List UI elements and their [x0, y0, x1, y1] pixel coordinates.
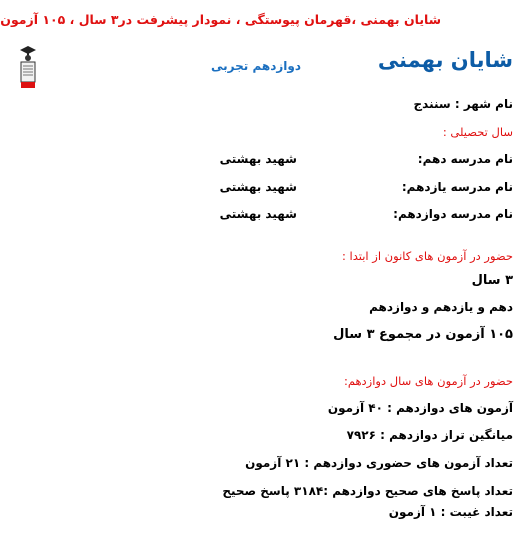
attendance-total: ۱۰۵ آزمون در مجموع ۳ سال — [333, 327, 513, 342]
school-10-label: نام مدرسه دهم: — [417, 152, 513, 166]
school-12-label: نام مدرسه دوازدهم: — [393, 207, 513, 221]
school-10-value: شهید بهشتی — [219, 152, 297, 166]
student-name: شایان بهمنی — [377, 48, 513, 72]
headline: شایان بهمنی ،قهرمان پیوستگی ، نمودار پیشرفت در۳ سال ، ۱۰۵ آزمون — [0, 12, 441, 27]
attendance-years: ۳ سال — [471, 273, 513, 288]
school-11-label: نام مدرسه یازدهم: — [401, 180, 513, 194]
grade-label: دوازدهم تجربی — [211, 59, 301, 73]
school-11-value: شهید بهشتی — [219, 180, 297, 194]
grade12-attended-count: تعداد آزمون های حضوری دوازدهم : ۲۱ آزمون — [245, 456, 513, 470]
city-line: نام شهر : سنندج — [413, 97, 513, 111]
school-12-value: شهید بهشتی — [219, 207, 297, 221]
study-years-heading: سال تحصیلی : — [442, 125, 513, 139]
grade12-exam-count: آزمون های دوازدهم : ۴۰ آزمون — [327, 401, 513, 415]
attendance-grades: دهم و یازدهم و دوازدهم — [369, 300, 513, 314]
grade12-heading: حضور در آزمون های سال دوازدهم: — [343, 374, 513, 388]
attendance-heading: حضور در آزمون های کانون از ابتدا : — [342, 249, 513, 263]
grade12-average-score: میانگین تراز دوازدهم : ۷۹۲۶ — [346, 428, 513, 442]
grade12-absences: تعداد غیبت : ۱ آزمون — [388, 505, 513, 519]
logo-icon — [18, 44, 38, 90]
grade12-correct-answers: تعداد پاسخ های صحیح دوازدهم :۳۱۸۴ پاسخ صحیح — [222, 484, 513, 498]
